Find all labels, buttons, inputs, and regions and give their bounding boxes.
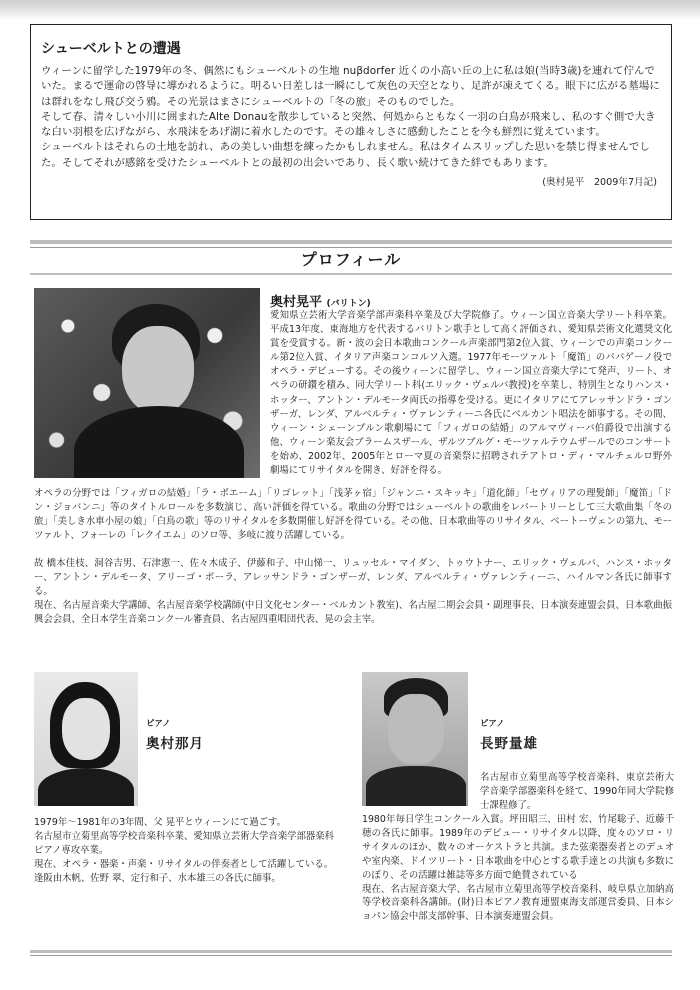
okumura-nazuki-bio bbox=[34, 816, 334, 886]
profile-section-header bbox=[30, 240, 672, 276]
top-header-strip bbox=[0, 0, 700, 20]
header-rule-thin bbox=[30, 247, 672, 248]
header-rule-top bbox=[30, 240, 672, 244]
okumura-kohei-role: (バリトン) bbox=[326, 299, 371, 309]
essay-body bbox=[41, 64, 661, 171]
footer-rule bbox=[30, 950, 672, 956]
essay-paragraph: ウィーンに留学した1979年の冬、偶然にもシューベルトの生地 nuβdorfer 近くの小高い丘の上に私は娘(当時3歳)を連れて佇んでいた。まるで運命の啓导に導かれるように。明るい日差しは一瞬にして灰色の天空となり、足許が凍えてくる。眼下に広がる墓場には群れをなし飛び交う鴉。その光景はまさにシューベルトの「冬の旅」そのものでした。 bbox=[41, 65, 660, 108]
bio-paragraph: 1980年毎日学生コンクール入賞。坪田昭三、田村 宏、竹尾聡子、近藤千穂の各氏に師事。1989年のデビュー・リサイタル以降、度々のソロ・リサイタルのほか、数々のオーケストラと共演。また弦楽器奏者とのデュオや室内楽、ドイツリート・日本歌曲を中心とする歌手達との共演も多数にのぼり、その活躍は雑誌等多方面で絶賛されている bbox=[362, 814, 674, 881]
bio-line: 1979年〜1981年の3年間、父 晃平とウィーンにて過ごす。 bbox=[34, 817, 287, 828]
okumura-kohei-name-text: 奥村晃平 bbox=[270, 295, 323, 310]
bio-line: 名古屋市立菊里高等学校音楽科卒業、愛知県立芸術大学音楽学部器楽科ピアノ専攻卒業。 bbox=[34, 831, 335, 856]
okumura-kohei-bio-side: 愛知県立芸術大学音楽学部声楽科卒業及び大学院修了。ウィーン国立音楽大学リート科卒業。平成13年度、東海地方を代表するバリトン歌手として高く評価され、愛知県芸術文化選奨文化賞を受賞する。新・波の会日本歌曲コンクール声楽部門第2位入賞、ウィーンでの声楽コンクール第2位入賞、イタリア声楽コンコルソ入選。1977年モーツァルト「魔笛」のパパゲーノ役でオペラ・デビューする。その後ウィーンに留学し、ウィーン国立音楽大学にて発声、リート、オペラの研鑽を積み、同大学リート科(エリック・ヴェルバ教授)を卒業し、特別生となりハンス・ホッター、アントン・デルモータ両氏の指導を受ける。更にイタリアにてアレッサンドラ・ゴンザーガ、レンダ、アルベルティ・ヴァレンティーニ各氏にベルカント唱法を師事する。その間、ウィーン・シェーンブルン歌劇場にて「フィガロの結婚」のアルマヴィーバ伯爵役で出演する他、ウィーン楽友会ブラームスザール、ザルツブルグ・モーツァルテウムザールでのコンサートを始め、2002年、2005年とローマ夏の音楽祭に招聘されテアトロ・ディ・マルチェルロ野外劇場にてリサイタルを開き、好評を得る。 bbox=[270, 310, 672, 477]
essay-box bbox=[30, 24, 672, 220]
okumura-nazuki-name: 奥村那月 bbox=[146, 736, 204, 752]
okumura-kohei-bio-current: 現在、名古屋音楽大学講師、名古屋音楽学校講師(中日文化センター・ベルカント教室)、名古屋二期会会員・副理事長、日本演奏連盟会員、日本歌曲振興会会員、全日本学生音楽コンクール審査員、名古屋四重唱団代表、晃の会主宰。 bbox=[34, 600, 672, 626]
okumura-nazuki-role: ピアノ bbox=[146, 718, 171, 728]
footer-rule-thick bbox=[30, 950, 672, 953]
okumura-kohei-photo bbox=[34, 288, 260, 478]
nagano-kazuo-name: 長野量雄 bbox=[480, 736, 538, 752]
nagano-kazuo-bio-main bbox=[362, 813, 674, 924]
essay-paragraph: シューベルトはそれらの土地を訪れ、あの美しい曲想を練ったかもしれません。私はタイムスリップした思いを禁じ得ませんでした。そしてそれが感銘を受けたシューベルトとの最初の出会いであり、長く歌い続けてきた絆でもあります。 bbox=[41, 141, 650, 169]
essay-paragraph: そして春、清々しい小川に囲まれたAlte Donauを散歩していると突然、何処からともなく一羽の白鳥が飛来し、私のすぐ側で大きな白い羽根を広げながら、水飛沫をあげ湖に着水したのです。その雄々しさに感動したことを今も鮮烈に覚えています。 bbox=[41, 110, 656, 139]
essay-title: シューベルトとの遭遇 bbox=[41, 41, 181, 57]
footer-rule-thin bbox=[30, 955, 672, 956]
bio-line: 逢阪由木帆、佐野 翠、定行和子、水本雄三の各氏に師事。 bbox=[34, 873, 281, 884]
bio-line: 現在、オペラ・器楽・声楽・リサイタルの伴奏者として活躍している。 bbox=[34, 859, 334, 870]
nagano-kazuo-role: ピアノ bbox=[480, 718, 505, 728]
essay-signature: (奥村晃平 2009年7月記) bbox=[542, 177, 657, 189]
header-rule-bottom bbox=[30, 273, 672, 275]
nagano-kazuo-bio-side: 名古屋市立菊里高等学校音楽科、東京芸術大学音楽学部器楽科を経て、1990年同大学院修士課程修了。 bbox=[480, 772, 674, 811]
bio-paragraph: 現在、名古屋音楽大学、名古屋市立菊里高等学校音楽科、岐阜県立加納高等学校音楽科各講師。(財)日本ピアノ教育連盟東海支部運営委員、日本ショパン協会中部支部幹事、日本演奏連盟会員。 bbox=[362, 883, 674, 923]
profile-heading: プロフィール bbox=[300, 250, 402, 269]
nagano-kazuo-photo bbox=[362, 672, 468, 806]
okumura-kohei-name bbox=[270, 291, 371, 310]
okumura-kohei-bio-opera: オペラの分野では「フィガロの結婚」「ラ・ボエーム」「リゴレット」「浅茅ヶ宿」「ジャンニ・スキッキ」「道化師」「セヴィリアの理髪師」「魔笛」「ドン・ジョバンニ」等のタイトルロールを多数演じ、高い評価を得ている。歌曲の分野ではシューベルトの歌曲をレパートリーとして三大歌曲集「冬の旅」「美しき水車小屋の娘」「白鳥の歌」等のリサイタルを多数開催し好評を得ている。その他、日本歌曲等のリサイタル、ベートーヴェンの第九、モーツァルト、フォーレの「レクイエム」のソロ等、多岐に渡り活躍している。 bbox=[34, 488, 672, 542]
okumura-nazuki-photo bbox=[34, 672, 138, 806]
okumura-kohei-bio-teachers: 故 橋本佳枝、洞谷吉男、石津憲一、佐々木成子、伊藤和子、中山悌一、リュッセル・マイダン、トゥウトナー、エリック・ヴェルバ、ハンス・ホッター、アントン・デルモータ、アリーゴ・ポーラ、アレッサンドラ・ゴンザーガ、レンダ、アルベルティ・ヴァレンティーニ、ハイルマン各氏に師事する。 bbox=[34, 558, 672, 598]
